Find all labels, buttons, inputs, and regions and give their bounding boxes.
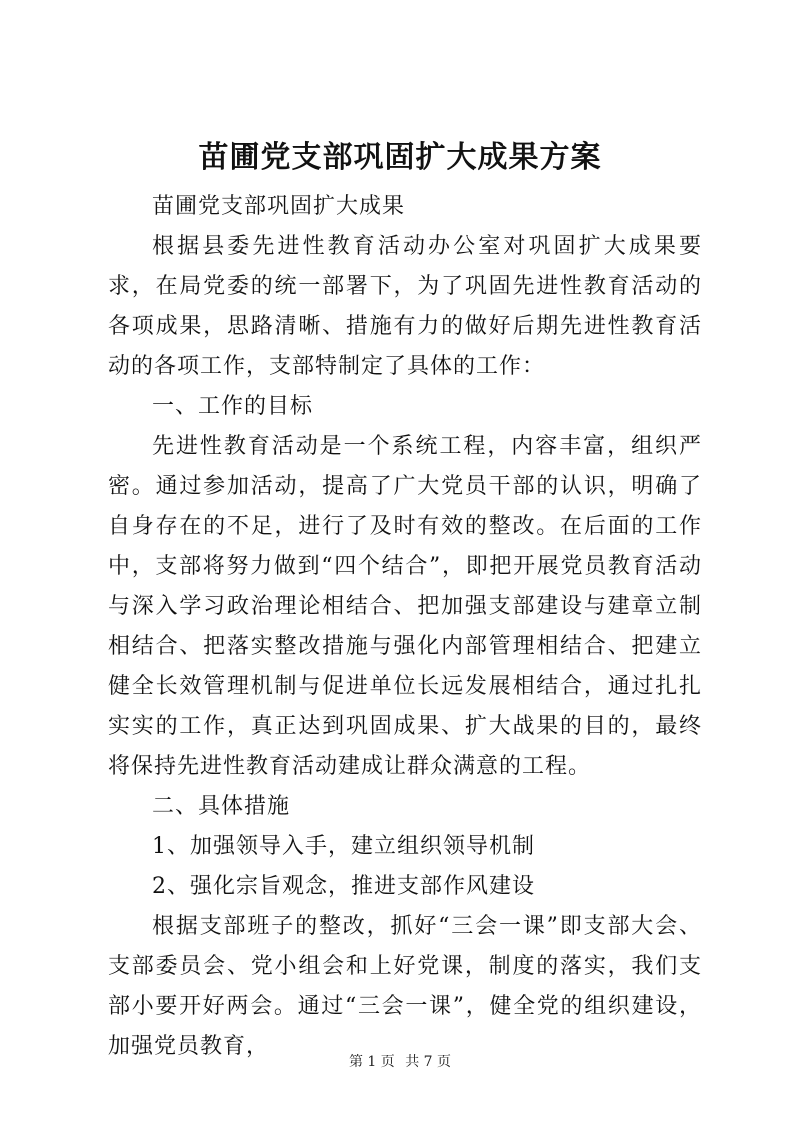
paragraph-goals: 先进性教育活动是一个系统工程，内容丰富，组织严密。通过参加活动，提高了广大党员干部的认识，明确了自身存在的不足，进行了及时有效的整改。在后面的工作中，支部将努力做到“四个结合”，即把开展党员教育活动与深入学习政治理论相结合、把加强支部建设与建章立制相结合、把落实整改措施与强化内部管理相结合、把建立健全长效管理机制与促进单位长远发展相结合，通过扎扎实实的工作，真正达到巩固成果、扩大战果的目的，最终将保持先进性教育活动建成让群众满意的工程。 [108, 434, 702, 779]
document-title: 苗圃党支部巩固扩大成果方案 [198, 140, 602, 175]
page-number: 第 1 页 [348, 1054, 395, 1070]
paragraph-subtitle: 苗圃党支部巩固扩大成果 [152, 194, 406, 219]
document-body [108, 187, 702, 1067]
page-total: 共 7 页 [405, 1054, 452, 1070]
paragraph-intro: 根据县委先进性教育活动办公室对巩固扩大成果要求，在局党委的统一部署下，为了巩固先进性教育活动的各项成果，思路清晰、措施有力的做好后期先进性教育活动的各项工作，支部特制定了具体的工作： [108, 234, 702, 379]
measure-item-2: 2、强化宗旨观念，推进支部作风建设 [152, 874, 535, 899]
measure-item-1: 1、加强领导入手，建立组织领导机制 [152, 834, 535, 859]
heading-measures: 二、具体措施 [152, 794, 291, 819]
paragraph-meetings: 根据支部班子的整改，抓好“三会一课”即支部大会、支部委员会、党小组会和上好党课，制度的落实，我们支部小要开好两会。通过“三会一课”，健全党的组织建设，加强党员教育， [108, 914, 702, 1059]
heading-goals: 一、工作的目标 [152, 394, 314, 419]
page-footer [0, 1052, 800, 1072]
